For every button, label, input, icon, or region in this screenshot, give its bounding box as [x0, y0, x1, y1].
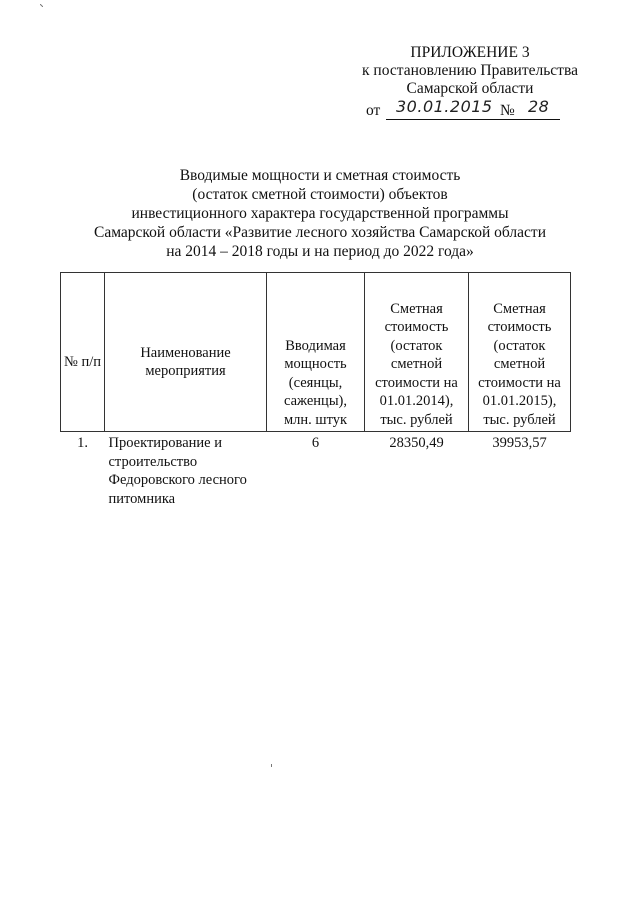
scan-mark — [40, 4, 43, 7]
order-date-handwritten: 30.01.2015 — [396, 97, 493, 116]
row-number: 1. — [77, 435, 88, 451]
title-line: на 2014 – 2018 годы и на период до 2022 года» — [166, 243, 474, 260]
appendix-line-1: к постановлению Правительства — [362, 62, 578, 79]
order-number-label: № — [500, 102, 515, 119]
header-name: Наименование мероприятия — [105, 273, 267, 432]
order-reference — [366, 98, 626, 122]
row-name: Проектирование и строительство Федоровского лесного питомника — [108, 435, 247, 507]
header-cost-2015: Сметная стоимость (остаток сметной стоимости на 01.01.2015), тыс. рублей — [469, 273, 571, 432]
title-line: Вводимые мощности и сметная стоимость — [179, 167, 461, 184]
appendix-header — [340, 44, 600, 98]
header-cost-2014: Сметная стоимость (остаток сметной стоимости на 01.01.2014), тыс. рублей — [365, 273, 469, 432]
table-row — [61, 432, 571, 511]
header-number: № п/п — [61, 273, 105, 432]
title-line: (остаток сметной стоимости) объектов — [192, 186, 448, 203]
document-title — [70, 166, 570, 261]
investment-table — [60, 272, 571, 510]
order-from-label: от — [366, 102, 381, 119]
row-cost-2015: 39953,57 — [492, 435, 547, 451]
appendix-title: ПРИЛОЖЕНИЕ 3 — [410, 44, 530, 61]
order-number-handwritten: 28 — [528, 97, 550, 116]
table-header-row — [61, 273, 571, 432]
header-capacity: Вводимая мощность (сеянцы, саженцы), млн. штук — [267, 273, 365, 432]
order-number-field — [518, 98, 560, 120]
title-line: инвестиционного характера государственной программы — [131, 205, 509, 222]
row-capacity: 6 — [311, 435, 320, 451]
scan-speck — [271, 764, 272, 767]
row-cost-2014: 28350,49 — [389, 435, 444, 451]
appendix-line-2: Самарской области — [406, 80, 534, 97]
title-line: Самарской области «Развитие лесного хозяйства Самарской области — [94, 224, 546, 241]
